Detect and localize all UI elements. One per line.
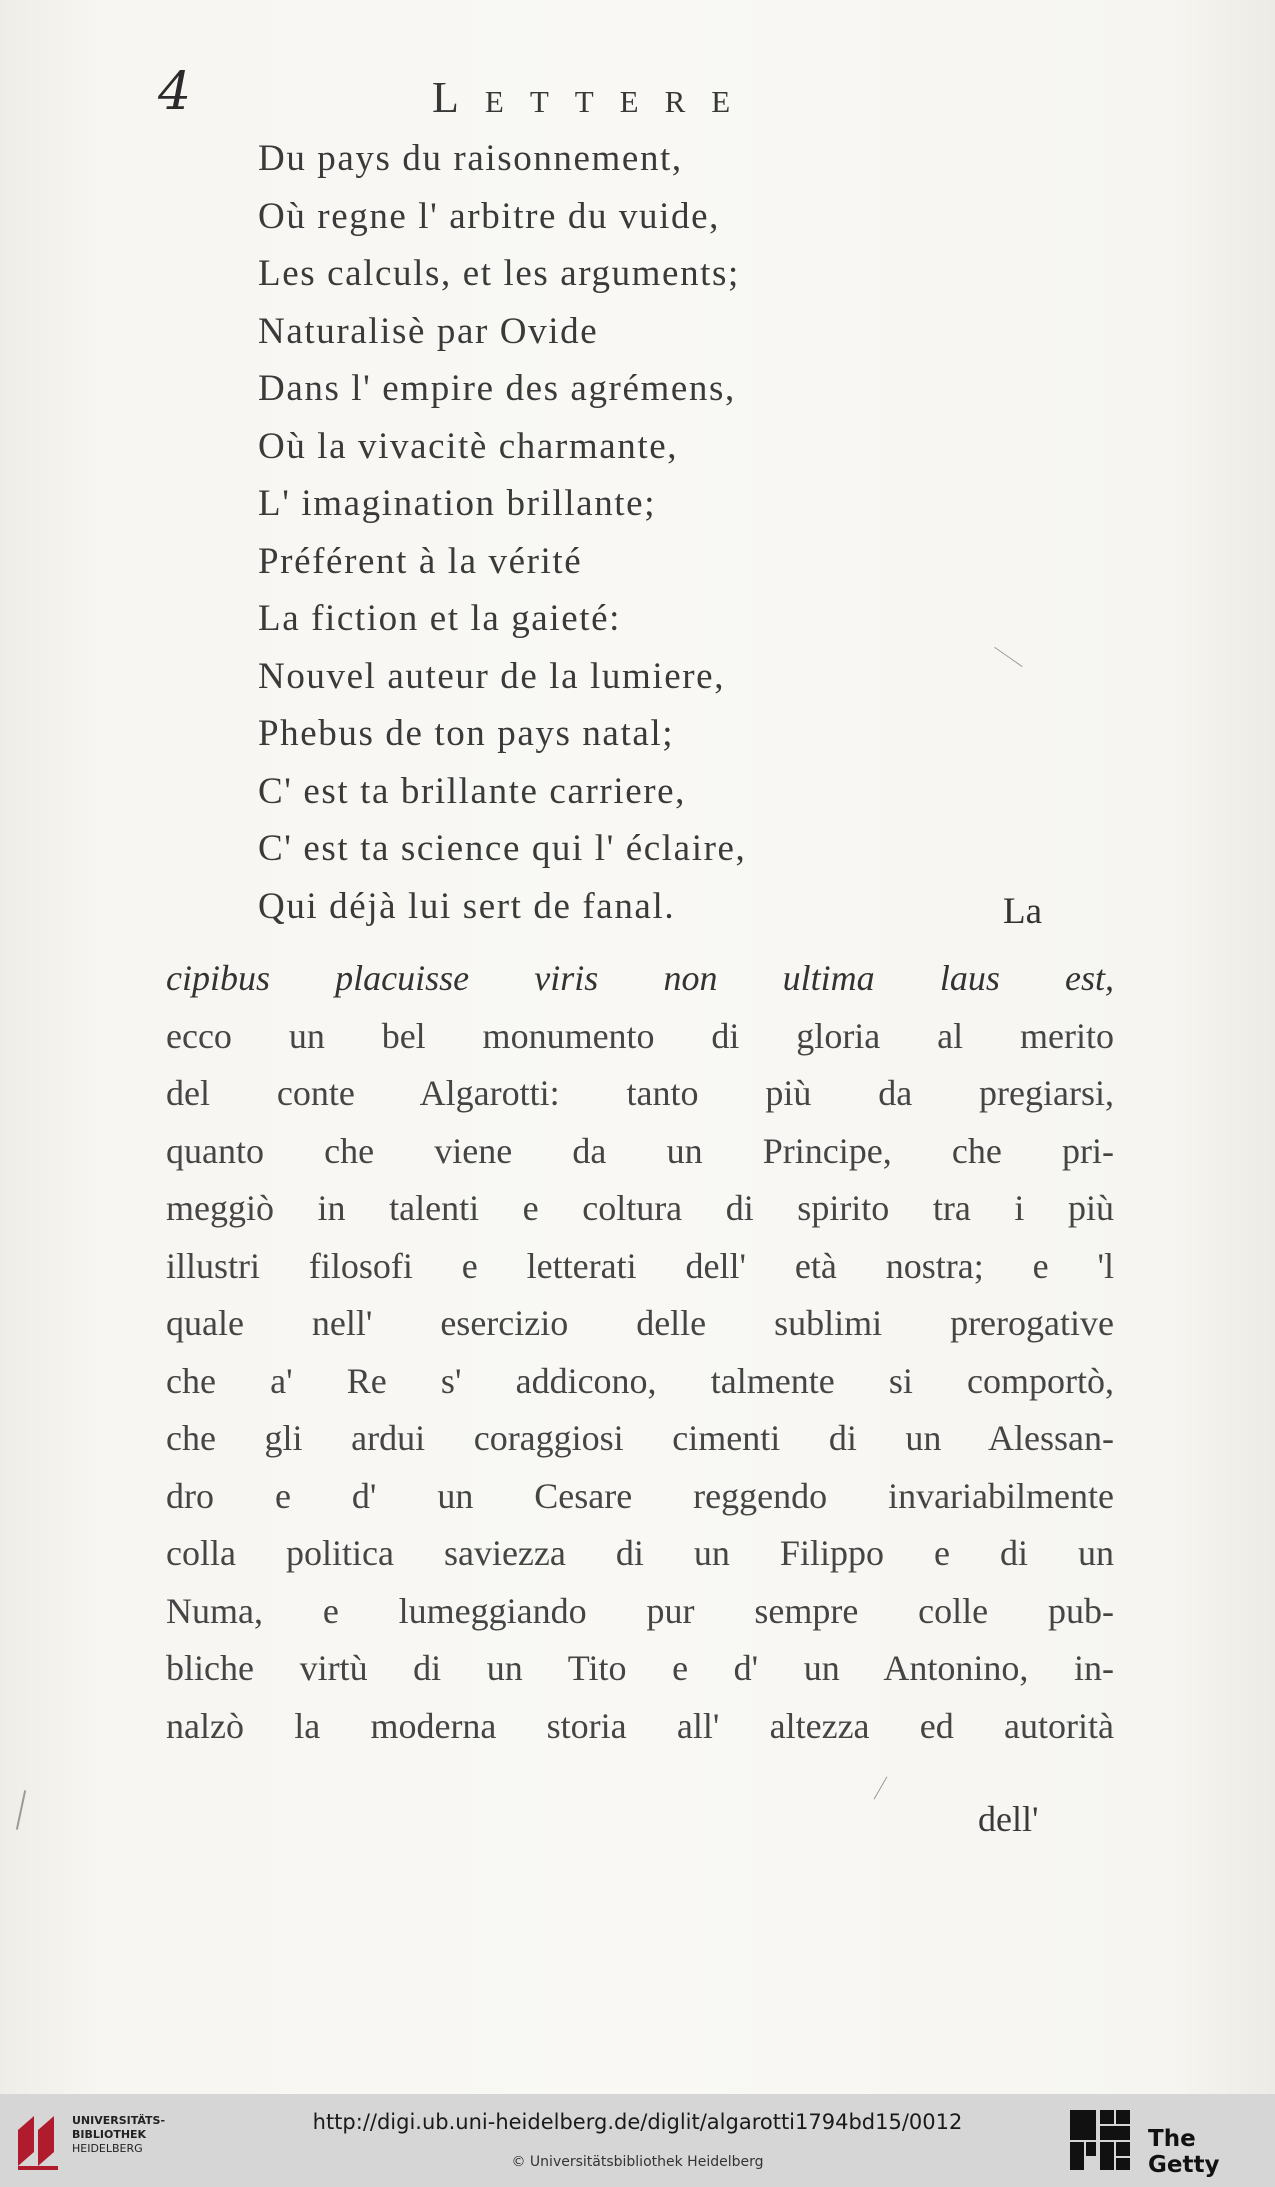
prose-line: ecco un bel monumento di gloria al merito — [166, 1015, 1114, 1056]
verse-line: Préférent à la vérité — [258, 540, 583, 582]
verse-line: Phebus de ton pays natal; — [258, 713, 675, 754]
verse-block — [258, 130, 746, 935]
prose-line: che gli ardui coraggiosi cimenti di un Alessan- — [166, 1418, 1114, 1458]
partner-name: The Getty — [1148, 2126, 1220, 2178]
page-number: 4 — [158, 62, 192, 122]
prose-line: Numa, e lumeggiando pur sempre colle pub- — [166, 1590, 1114, 1631]
verse-line: C' est ta science qui l' éclaire, — [258, 828, 747, 869]
verse-line: Où la vivacitè charmante, — [258, 425, 679, 467]
prose-line: del conte Algarotti: tanto più da pregiarsi, — [166, 1073, 1114, 1113]
institution-line: BIBLIOTHEK — [72, 2128, 147, 2141]
verse-line: La fiction et la gaieté: — [258, 598, 622, 639]
prose-line: illustri filosofi e letterati dell' età nostra; e 'l — [166, 1245, 1114, 1286]
prose-line-latin-quote: cipibus placuisse viris non ultima laus est, — [166, 958, 1114, 998]
footer-bar — [0, 2094, 1275, 2187]
verse-line: C' est ta brillante carriere, — [258, 770, 687, 812]
institution-line: UNIVERSITÄTS- — [72, 2114, 166, 2127]
prose-line: quanto che viene da un Principe, che pri- — [166, 1130, 1114, 1171]
prose-line: dro e d' un Cesare reggendo invariabilmente — [166, 1475, 1114, 1516]
verse-line: Dans l' empire des agrémens, — [258, 368, 736, 409]
prose-line: meggiò in talenti e coltura di spirito tra i più — [166, 1188, 1114, 1228]
verse-line: Naturalisè par Ovide — [258, 310, 599, 352]
verse-line: Qui déjà lui sert de fanal. — [258, 885, 676, 927]
verse-line: L' imagination brillante; — [258, 483, 657, 524]
prose-line: che a' Re s' addicono, talmente si comportò, — [166, 1360, 1114, 1401]
running-head: Lettere — [432, 73, 757, 122]
prose-line: quale nell' esercizio delle sublimi prerogative — [166, 1303, 1114, 1343]
prose-block — [166, 950, 1114, 1755]
catchword-la: La — [1003, 891, 1043, 932]
paper-speck — [994, 647, 1022, 667]
paper-speck — [16, 1790, 26, 1830]
prose-line: colla politica saviezza di un Filippo e di un — [166, 1533, 1114, 1573]
copyright-notice: © Universitätsbibliothek Heidelberg — [511, 2154, 764, 2170]
prose-line: bliche virtù di un Tito e d' un Antonino, in- — [166, 1648, 1114, 1688]
verse-line: Nouvel auteur de la lumiere, — [258, 655, 726, 697]
getty-logo-icon — [1070, 2108, 1132, 2172]
verse-line: Du pays du raisonnement, — [258, 138, 683, 179]
prose-line: nalzò la moderna storia all' altezza ed autorità — [166, 1705, 1114, 1746]
paper-speck — [874, 1776, 888, 1799]
permalink-url[interactable]: http://digi.ub.uni-heidelberg.de/diglit/algarotti1794bd15/0012 — [312, 2110, 963, 2134]
catchword-dell: dell' — [978, 1799, 1039, 1839]
verse-line: Les calculs, et les arguments; — [258, 253, 740, 294]
verse-line: Où regne l' arbitre du vuide, — [258, 195, 720, 237]
institution-line: HEIDELBERG — [72, 2142, 143, 2155]
